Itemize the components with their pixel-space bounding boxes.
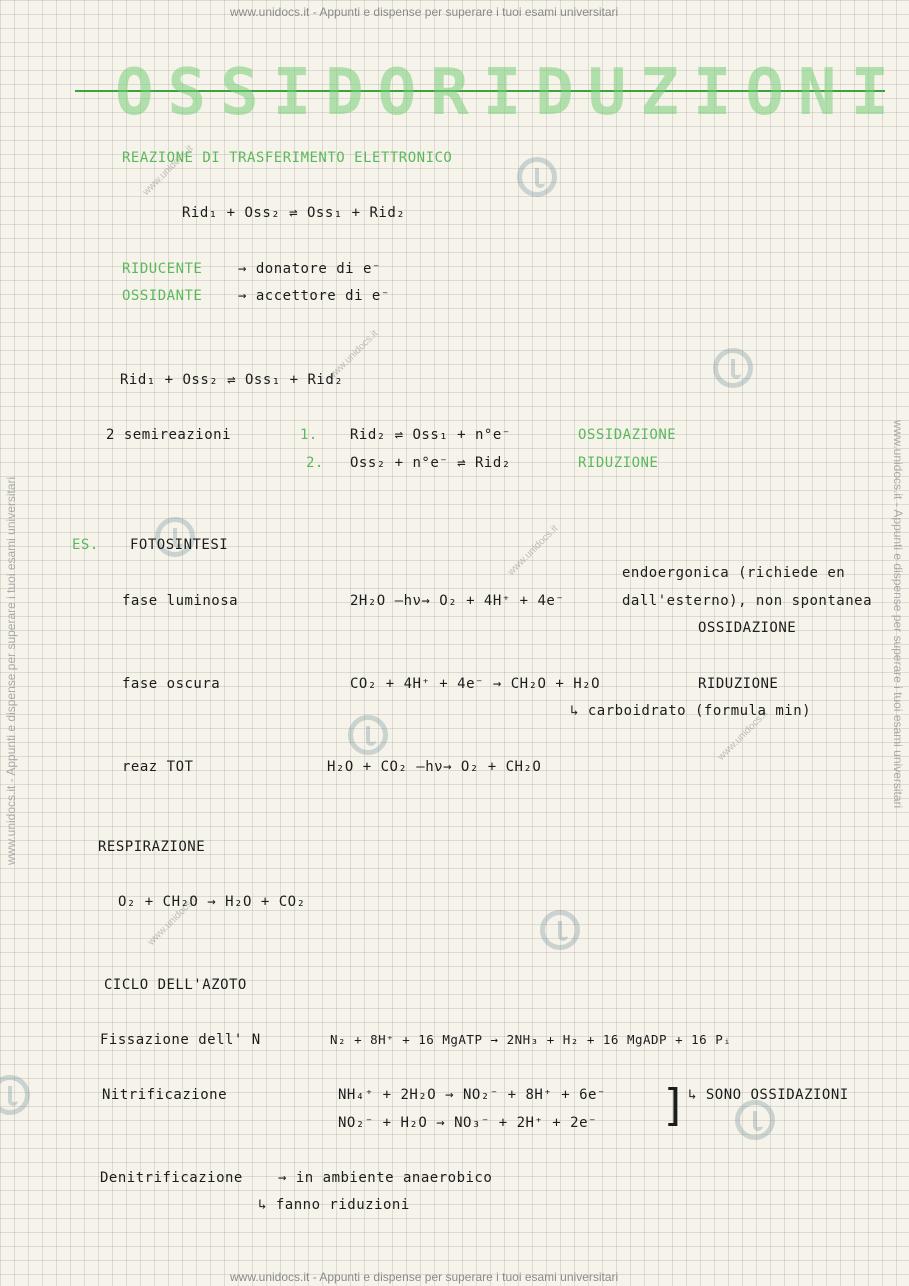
section-heading-electron-transfer: REAZIONE DI TRASFERIMENTO ELETTRONICO (122, 150, 453, 166)
denitrification-label: Denitrificazione (100, 1170, 243, 1186)
half-reaction-2-number: 2. (306, 455, 324, 471)
nitrification-equation-1: NH₄⁺ + 2H₂O → NO₂⁻ + 8H⁺ + 6e⁻ (338, 1087, 606, 1103)
half-reaction-2-equation: Oss₂ + n°e⁻ ⇌ Rid₂ (350, 455, 511, 471)
watermark-logo-icon (0, 1075, 30, 1115)
watermark-logo-icon (517, 157, 557, 197)
title-text: OSSIDORIDUZIONI (115, 56, 903, 130)
watermark-diag: www.unidocs.it (145, 893, 201, 948)
denitrification-definition: → in ambiente anaerobico (278, 1170, 493, 1186)
photosynthesis-heading: FOTOSINTESI (130, 537, 229, 553)
watermark-right: www.unidocs.it - Appunti e dispense per superare i tuoi esami universitari (891, 420, 905, 809)
half-reaction-1-equation: Rid₂ ⇌ Oss₁ + n°e⁻ (350, 427, 511, 443)
page-title (75, 48, 903, 138)
watermark-diag: www.unidocs.it (140, 143, 196, 198)
nitrification-note: ↳ SONO OSSIDAZIONI (688, 1087, 849, 1103)
nitrification-label: Nitrificazione (102, 1087, 228, 1103)
watermark-bottom: www.unidocs.it - Appunti e dispense per superare i tuoi esami universitari (230, 1270, 619, 1284)
watermark-logo-icon (348, 715, 388, 755)
half-reaction-1-tag: OSSIDAZIONE (578, 427, 677, 443)
light-phase-equation: 2H₂O —hν→ O₂ + 4H⁺ + 4e⁻ (350, 593, 565, 609)
watermark-diag: www.unidocs.it (325, 328, 381, 383)
watermark-left: www.unidocs.it - Appunti e dispense per superare i tuoi esami universitari (4, 476, 18, 865)
reducing-agent-label: RIDUCENTE (122, 261, 203, 277)
respiration-equation: O₂ + CH₂O → H₂O + CO₂ (118, 894, 306, 910)
light-phase-label: fase luminosa (122, 593, 239, 609)
watermark-logo-icon (713, 348, 753, 388)
half-reaction-1-number: 1. (300, 427, 318, 443)
dark-phase-label: fase oscura (122, 676, 221, 692)
total-reaction-label: reaz TOT (122, 759, 194, 775)
nitrogen-fixation-label: Fissazione dell' N (100, 1032, 261, 1048)
oxidizing-agent-definition: → accettore di e⁻ (238, 288, 390, 304)
light-phase-note-1: endoergonica (richiede en (622, 565, 846, 581)
redox-equation: Rid₁ + Oss₂ ⇌ Oss₁ + Rid₂ (182, 205, 406, 221)
dark-phase-note: ↳ carboidrato (formula min) (570, 703, 812, 719)
light-phase-note-2: dall'esterno), non spontanea (622, 593, 873, 609)
total-reaction-equation: H₂O + CO₂ —hν→ O₂ + CH₂O (327, 759, 542, 775)
example-label: ES. (72, 537, 99, 553)
redox-equation-repeat: Rid₁ + Oss₂ ⇌ Oss₁ + Rid₂ (120, 372, 344, 388)
half-reactions-label: 2 semireazioni (106, 427, 232, 443)
watermark-diag: www.unidocs.it (715, 708, 771, 763)
bracket-icon: ] (664, 1080, 682, 1131)
watermark-diag: www.unidocs.it (505, 523, 561, 578)
denitrification-note: ↳ fanno riduzioni (258, 1197, 410, 1213)
watermark-logo-icon (735, 1100, 775, 1140)
dark-phase-tag: RIDUZIONE (698, 676, 779, 692)
nitrogen-cycle-heading: CICLO DELL'AZOTO (104, 977, 247, 993)
nitrogen-fixation-equation: N₂ + 8H⁺ + 16 MgATP → 2NH₃ + H₂ + 16 MgADP + 16 Pᵢ (330, 1032, 732, 1047)
watermark-logo-icon (540, 910, 580, 950)
light-phase-note-3: OSSIDAZIONE (698, 620, 797, 636)
half-reaction-2-tag: RIDUZIONE (578, 455, 659, 471)
respiration-heading: RESPIRAZIONE (98, 839, 206, 855)
nitrification-equation-2: NO₂⁻ + H₂O → NO₃⁻ + 2H⁺ + 2e⁻ (338, 1115, 597, 1131)
watermark-top: www.unidocs.it - Appunti e dispense per superare i tuoi esami universitari (230, 5, 619, 19)
oxidizing-agent-label: OSSIDANTE (122, 288, 203, 304)
reducing-agent-definition: → donatore di e⁻ (238, 261, 381, 277)
dark-phase-equation: CO₂ + 4H⁺ + 4e⁻ → CH₂O + H₂O (350, 676, 601, 692)
